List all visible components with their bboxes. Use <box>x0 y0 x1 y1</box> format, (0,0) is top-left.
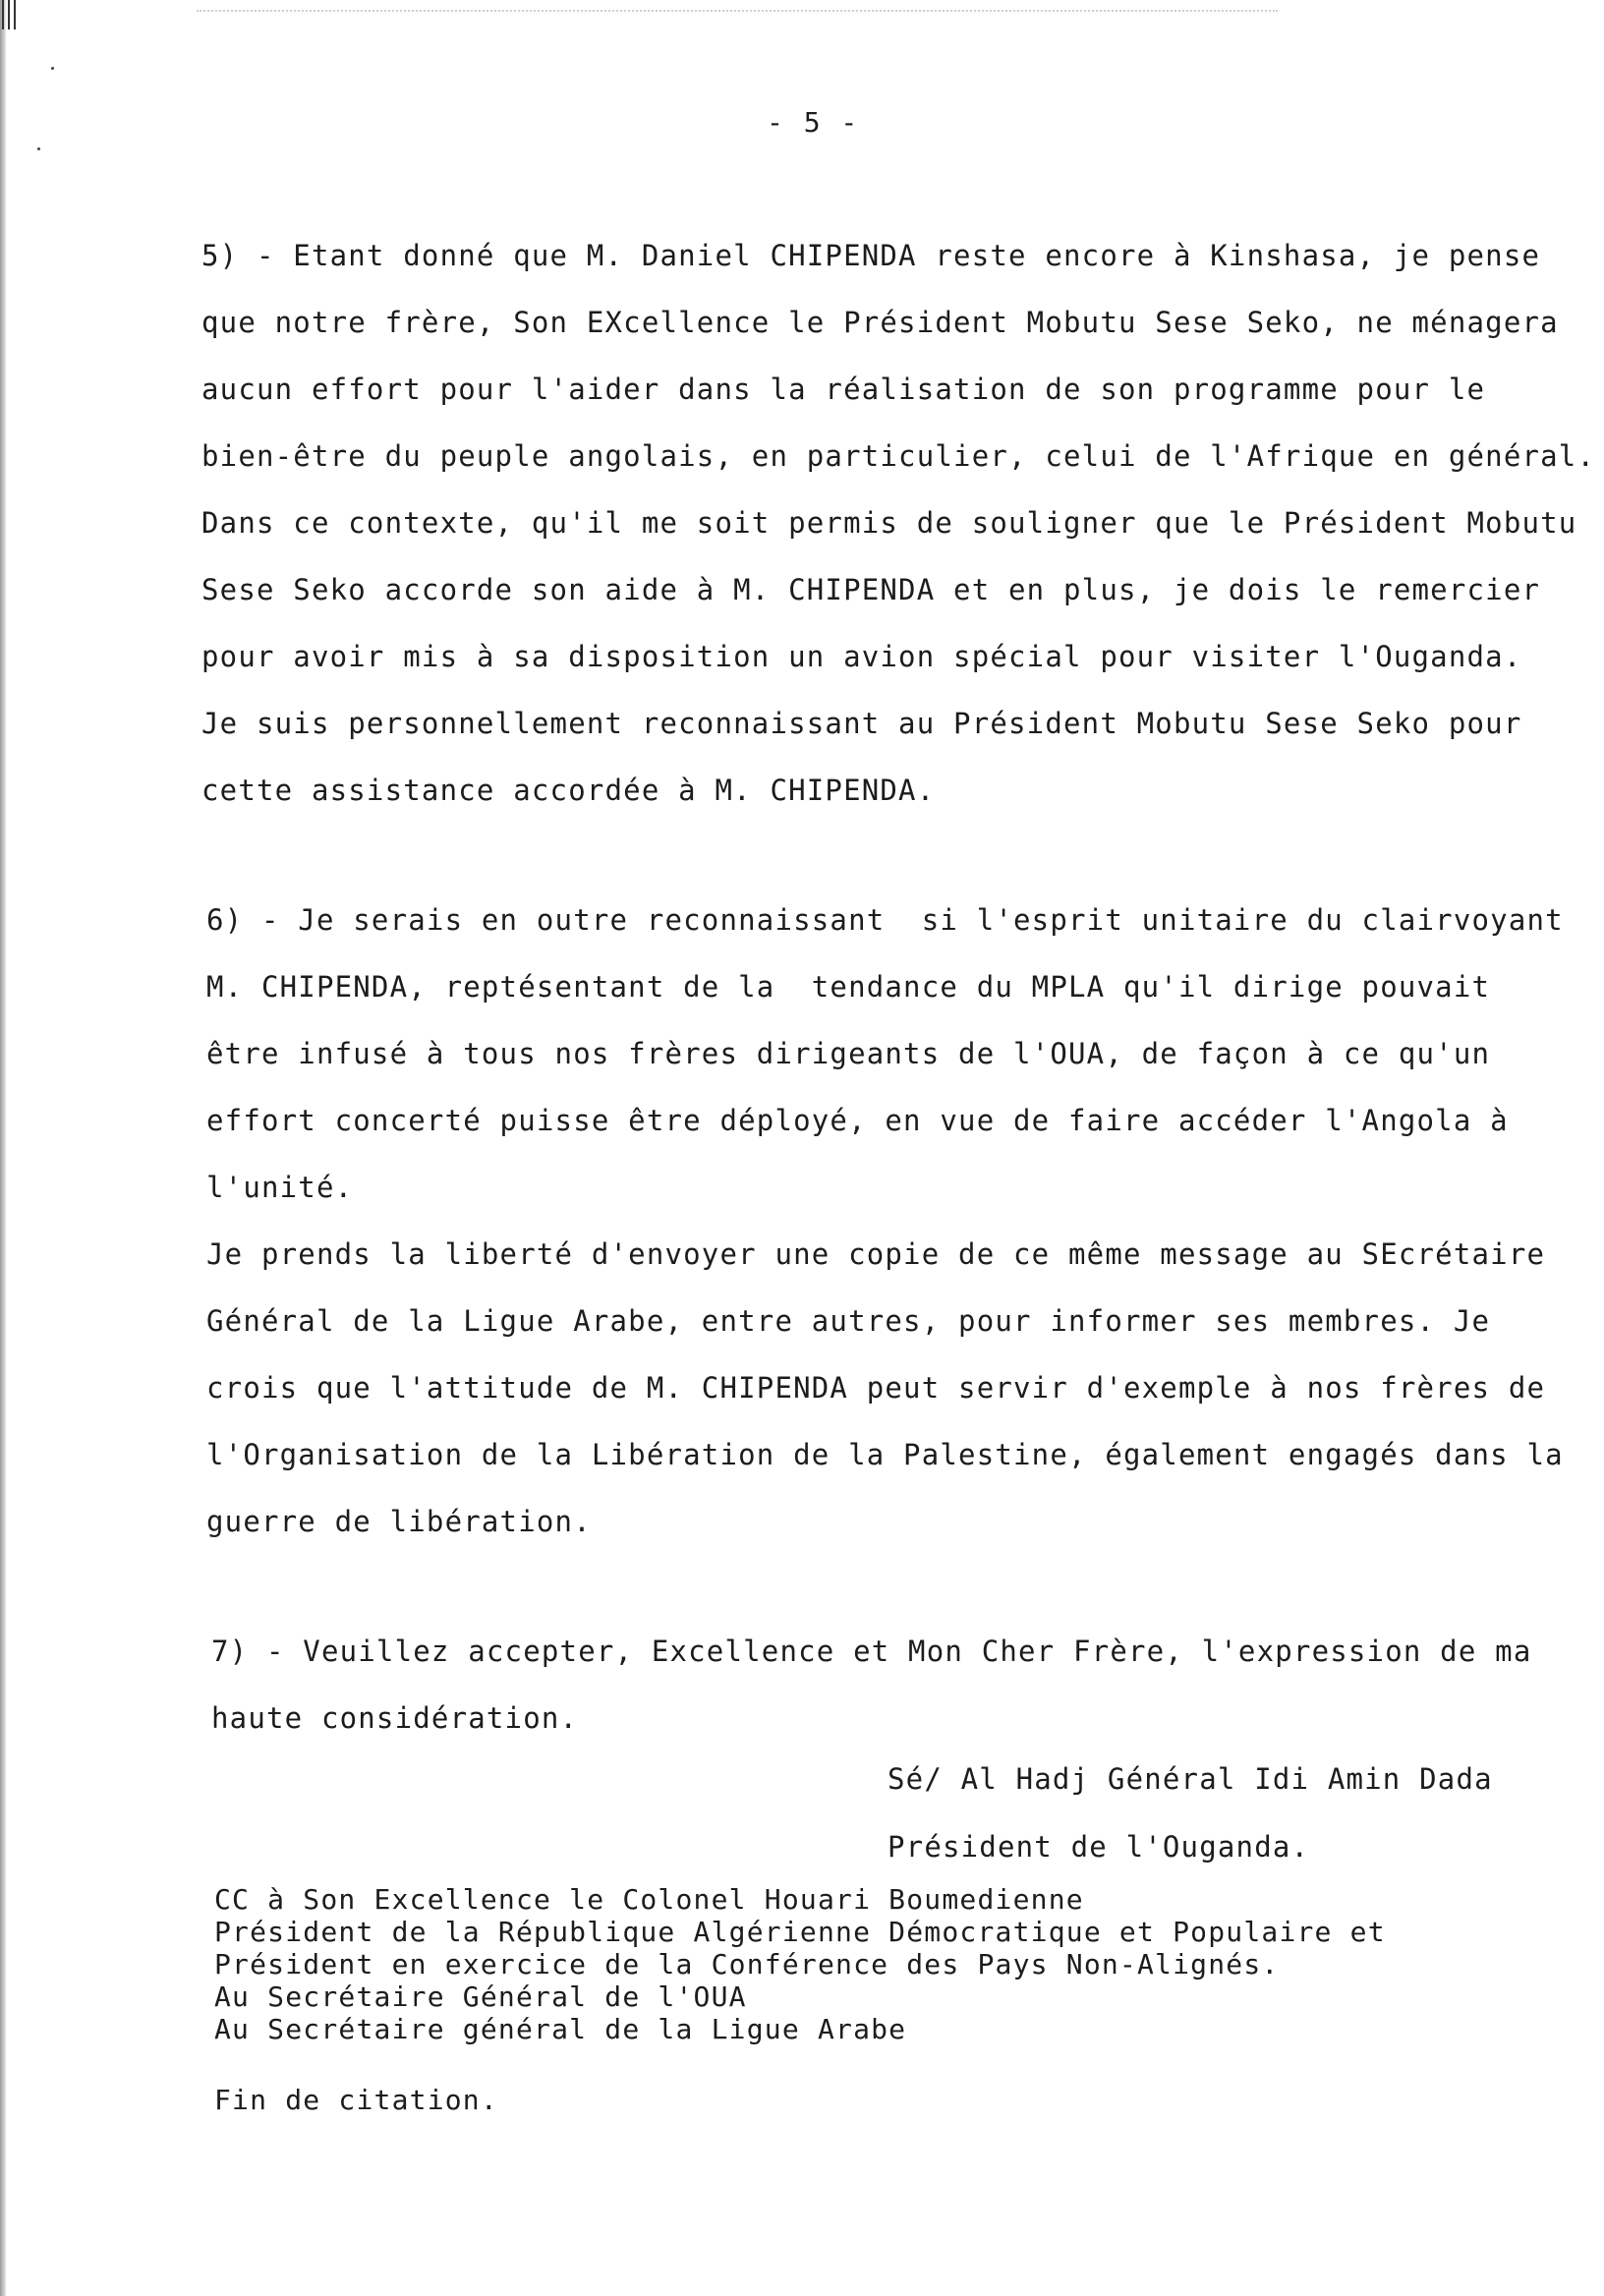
text-line: l'unité. <box>206 1171 354 1204</box>
page-number: - 5 - <box>767 106 860 139</box>
text-line: cette assistance accordée à M. CHIPENDA. <box>201 774 936 807</box>
closing-line: Fin de citation. <box>214 2084 498 2116</box>
cc-line: Président en exercice de la Conférence des Pays Non-Alignés. <box>214 1948 1280 1980</box>
signature-name: Sé/ Al Hadj Général Idi Amin Dada <box>888 1762 1493 1796</box>
text-line: M. CHIPENDA, reptésentant de la tendance du MPLA qu'il dirige pouvait <box>206 970 1491 1004</box>
text-line: pour avoir mis à sa disposition un avion spécial pour visiter l'Ouganda. <box>201 640 1522 673</box>
text-line: crois que l'attitude de M. CHIPENDA peut servir d'exemple à nos frères de <box>206 1371 1546 1405</box>
text-line: effort concerté puisse être déployé, en vue de faire accéder l'Angola à <box>206 1104 1509 1137</box>
text-line: guerre de libération. <box>206 1505 592 1538</box>
scan-speck <box>51 67 54 70</box>
paragraph-6-continued <box>206 1221 1564 1555</box>
cc-line: Président de la République Algérienne Démocratique et Populaire et <box>214 1916 1386 1948</box>
paragraph-7 <box>211 1618 1531 1751</box>
text-line: l'Organisation de la Libération de la Palestine, également engagés dans la <box>206 1438 1564 1471</box>
text-line: que notre frère, Son EXcellence le Président Mobutu Sese Seko, ne ménagera <box>201 306 1559 339</box>
text-line: bien-être du peuple angolais, en particulier, celui de l'Afrique en général. <box>201 439 1596 473</box>
text-line: 5) - Etant donné que M. Daniel CHIPENDA reste encore à Kinshasa, je pense <box>201 239 1541 272</box>
paragraph-5 <box>201 222 1595 824</box>
text-line: aucun effort pour l'aider dans la réalisation de son programme pour le <box>201 373 1486 406</box>
scan-left-edge <box>0 0 6 2296</box>
cc-block <box>214 1883 1386 2045</box>
scan-noise <box>197 10 1278 20</box>
text-line: Je prends la liberté d'envoyer une copie de ce même message au SEcrétaire <box>206 1237 1546 1271</box>
text-line: Sese Seko accorde son aide à M. CHIPENDA et en plus, je dois le remercier <box>201 573 1541 606</box>
cc-line: CC à Son Excellence le Colonel Houari Boumedienne <box>214 1883 1084 1916</box>
binding-marks <box>0 0 29 31</box>
text-line: Dans ce contexte, qu'il me soit permis de souligner que le Président Mobutu <box>201 506 1577 540</box>
scan-speck <box>37 147 40 150</box>
text-line: Général de la Ligue Arabe, entre autres, pour informer ses membres. Je <box>206 1304 1491 1338</box>
signature-title: Président de l'Ouganda. <box>888 1830 1310 1864</box>
text-line: haute considération. <box>211 1701 579 1735</box>
text-line: Je suis personnellement reconnaissant au Président Mobutu Sese Seko pour <box>201 707 1522 740</box>
cc-line: Au Secrétaire général de la Ligue Arabe <box>214 2013 907 2045</box>
cc-line: Au Secrétaire Général de l'OUA <box>214 1980 747 2013</box>
text-line: 6) - Je serais en outre reconnaissant si l'esprit unitaire du clairvoyant <box>206 903 1564 937</box>
text-line: 7) - Veuillez accepter, Excellence et Mon Cher Frère, l'expression de ma <box>211 1635 1532 1668</box>
text-line: être infusé à tous nos frères dirigeants de l'OUA, de façon à ce qu'un <box>206 1037 1491 1070</box>
paragraph-6 <box>206 887 1564 1221</box>
